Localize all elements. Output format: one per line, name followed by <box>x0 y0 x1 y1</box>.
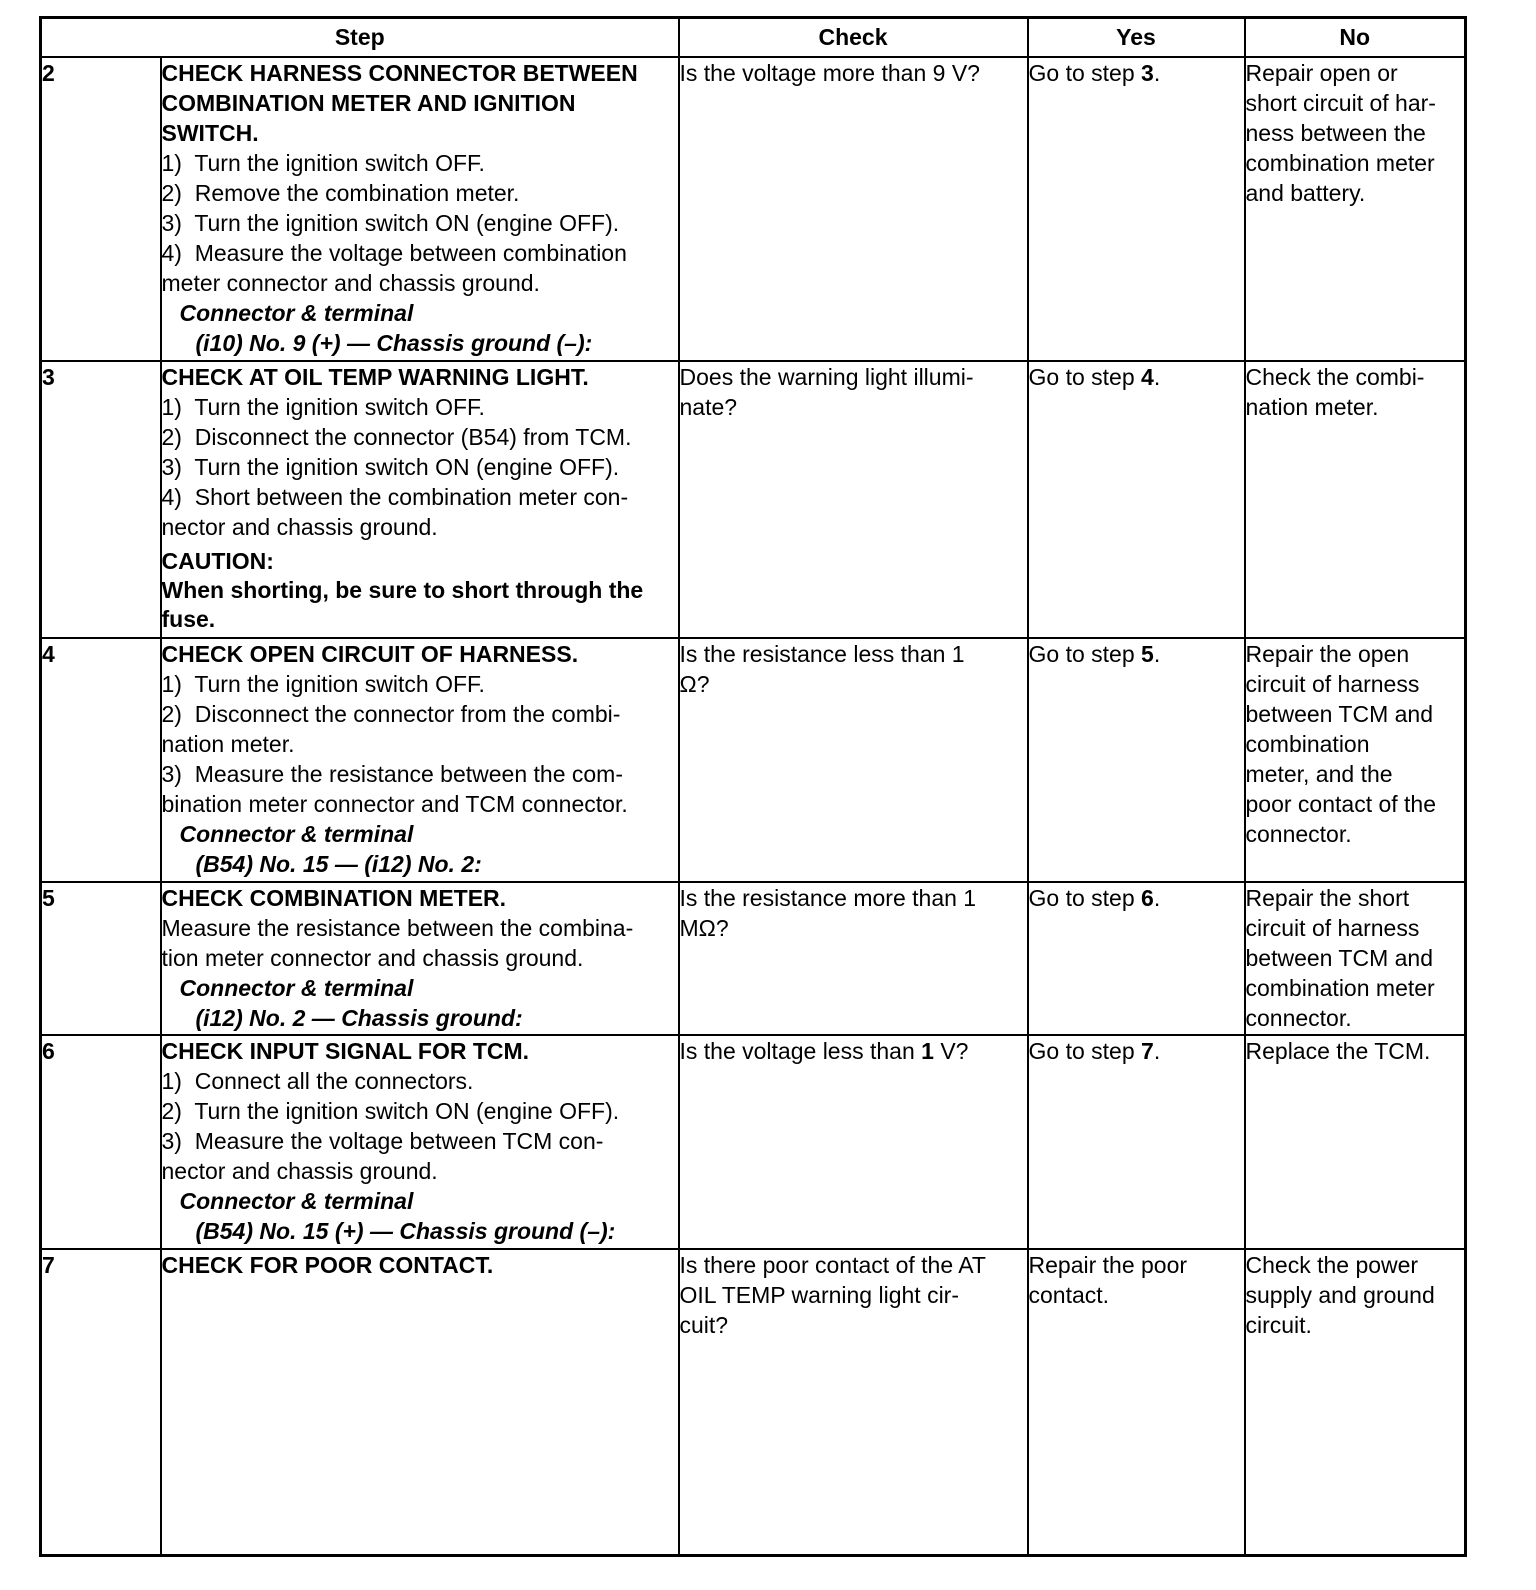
header-yes: Yes <box>1028 18 1245 58</box>
yes-cell <box>1028 638 1245 882</box>
no-line: Repair open or <box>1245 60 1398 86</box>
caution-label: CAUTION: <box>161 548 274 574</box>
no-line: connector. <box>1245 1005 1352 1031</box>
step-instruction: 2) Remove the combination meter. <box>161 180 520 206</box>
yes-suffix: . <box>1153 1038 1161 1064</box>
yes-line: Repair the poor <box>1028 1252 1188 1278</box>
yes-suffix: . <box>1153 60 1161 86</box>
caution-text: fuse. <box>161 606 216 632</box>
step-instruction: nector and chassis ground. <box>161 1158 438 1184</box>
no-line: Check the power <box>1245 1252 1419 1278</box>
no-line: and battery. <box>1245 180 1366 206</box>
step-instruction: nector and chassis ground. <box>161 514 438 540</box>
yes-cell <box>1028 57 1245 361</box>
no-line: Repair the short <box>1245 885 1410 911</box>
check-line: OIL TEMP warning light cir- <box>679 1282 960 1308</box>
step-title: CHECK OPEN CIRCUIT OF HARNESS. <box>161 641 579 667</box>
no-line: combination <box>1245 731 1370 757</box>
no-cell <box>1245 1249 1466 1555</box>
spec-value: (B54) No. 15 (+) — Chassis ground (–): <box>195 1218 616 1244</box>
spec-label: Connector & terminal <box>179 975 414 1001</box>
yes-prefix: Go to step <box>1028 364 1142 390</box>
no-line: circuit of harness <box>1245 915 1420 941</box>
yes-line: contact. <box>1028 1282 1110 1308</box>
table-row <box>41 1035 1466 1249</box>
step-cell <box>161 57 679 361</box>
table-row <box>41 1249 1466 1555</box>
step-number: 4 <box>41 638 161 882</box>
no-cell <box>1245 1035 1466 1249</box>
step-instruction: bination meter connector and TCM connector. <box>161 791 628 817</box>
no-line: poor contact of the <box>1245 791 1437 817</box>
step-instruction: nation meter. <box>161 731 295 757</box>
no-line: between TCM and <box>1245 945 1434 971</box>
step-title: CHECK HARNESS CONNECTOR BETWEEN <box>161 60 638 86</box>
spec-value: (i12) No. 2 — Chassis ground: <box>195 1005 523 1031</box>
no-cell <box>1245 361 1466 638</box>
check-cell <box>679 1035 1028 1249</box>
no-cell <box>1245 638 1466 882</box>
step-instruction: meter connector and chassis ground. <box>161 270 540 296</box>
no-cell <box>1245 882 1466 1035</box>
step-number: 3 <box>41 361 161 638</box>
check-line: nate? <box>679 394 738 420</box>
step-instruction: 1) Connect all the connectors. <box>161 1068 474 1094</box>
step-number: 5 <box>41 882 161 1035</box>
step-instruction: 3) Measure the voltage between TCM con- <box>161 1128 604 1154</box>
yes-suffix: . <box>1153 364 1161 390</box>
step-number: 7 <box>41 1249 161 1555</box>
check-number: 1 <box>921 1038 934 1064</box>
yes-cell <box>1028 882 1245 1035</box>
spec-value: (B54) No. 15 — (i12) No. 2: <box>195 851 482 877</box>
step-instruction: 3) Measure the resistance between the com- <box>161 761 624 787</box>
yes-step-number: 5 <box>1141 641 1154 667</box>
table-row <box>41 57 1466 361</box>
no-line: combination meter <box>1245 975 1435 1001</box>
check-line: Is the resistance more than 1 <box>679 885 977 911</box>
step-cell <box>161 361 679 638</box>
header-check: Check <box>679 18 1028 58</box>
check-cell <box>679 1249 1028 1555</box>
check-cell <box>679 638 1028 882</box>
yes-cell <box>1028 361 1245 638</box>
no-line: Check the combi- <box>1245 364 1425 390</box>
step-title: CHECK FOR POOR CONTACT. <box>161 1252 494 1278</box>
step-number: 6 <box>41 1035 161 1249</box>
no-line: Replace the TCM. <box>1245 1038 1431 1064</box>
no-line: meter, and the <box>1245 761 1393 787</box>
step-cell <box>161 1249 679 1555</box>
yes-prefix: Go to step <box>1028 60 1142 86</box>
step-instruction: 2) Turn the ignition switch ON (engine OFF). <box>161 1098 620 1124</box>
yes-prefix: Go to step <box>1028 641 1142 667</box>
header-step: Step <box>41 18 679 58</box>
no-line: combination meter <box>1245 150 1435 176</box>
check-cell <box>679 361 1028 638</box>
table-row <box>41 638 1466 882</box>
header-row <box>41 18 1466 58</box>
table-row <box>41 882 1466 1035</box>
step-title: COMBINATION METER AND IGNITION <box>161 90 576 116</box>
check-line: cuit? <box>679 1312 729 1338</box>
yes-suffix: . <box>1153 885 1161 911</box>
no-line: between TCM and <box>1245 701 1434 727</box>
no-line: Repair the open <box>1245 641 1410 667</box>
step-instruction: Measure the resistance between the combina- <box>161 915 634 941</box>
caution-text: When shorting, be sure to short through the <box>161 577 644 603</box>
step-instruction: 1) Turn the ignition switch OFF. <box>161 150 485 176</box>
check-suffix: V? <box>933 1038 969 1064</box>
no-line: supply and ground <box>1245 1282 1435 1308</box>
table-row <box>41 361 1466 638</box>
yes-step-number: 3 <box>1141 60 1154 86</box>
step-instruction: 1) Turn the ignition switch OFF. <box>161 394 485 420</box>
check-line: Is the resistance less than 1 <box>679 641 965 667</box>
step-title: CHECK INPUT SIGNAL FOR TCM. <box>161 1038 530 1064</box>
yes-step-number: 4 <box>1141 364 1154 390</box>
yes-prefix: Go to step <box>1028 885 1142 911</box>
yes-cell <box>1028 1035 1245 1249</box>
check-line: Is there poor contact of the AT <box>679 1252 986 1278</box>
step-number: 2 <box>41 57 161 361</box>
check-line: Does the warning light illumi- <box>679 364 974 390</box>
step-title: CHECK COMBINATION METER. <box>161 885 507 911</box>
step-instruction: 1) Turn the ignition switch OFF. <box>161 671 485 697</box>
diagnostic-table <box>39 16 1467 1557</box>
caution-block <box>162 547 678 634</box>
step-cell <box>161 882 679 1035</box>
spec-label: Connector & terminal <box>179 1188 414 1214</box>
check-line: MΩ? <box>679 915 729 941</box>
no-line: short circuit of har- <box>1245 90 1436 116</box>
spec-value: (i10) No. 9 (+) — Chassis ground (–): <box>195 330 593 356</box>
step-instruction: 4) Short between the combination meter con- <box>161 484 629 510</box>
no-line: connector. <box>1245 821 1352 847</box>
check-cell: Is the voltage more than 9 V? <box>679 57 1028 361</box>
step-instruction: tion meter connector and chassis ground. <box>161 945 584 971</box>
step-title: SWITCH. <box>161 120 259 146</box>
check-line: Ω? <box>679 671 710 697</box>
yes-step-number: 7 <box>1141 1038 1154 1064</box>
no-line: circuit of harness <box>1245 671 1420 697</box>
no-line: nation meter. <box>1245 394 1379 420</box>
step-cell <box>161 638 679 882</box>
yes-suffix: . <box>1153 641 1161 667</box>
no-line: circuit. <box>1245 1312 1312 1338</box>
no-cell <box>1245 57 1466 361</box>
yes-prefix: Go to step <box>1028 1038 1142 1064</box>
step-instruction: 3) Turn the ignition switch ON (engine OFF). <box>161 454 620 480</box>
step-cell <box>161 1035 679 1249</box>
check-prefix: Is the voltage less than <box>679 1038 922 1064</box>
yes-step-number: 6 <box>1141 885 1154 911</box>
spec-label: Connector & terminal <box>179 821 414 847</box>
yes-cell <box>1028 1249 1245 1555</box>
step-title: CHECK AT OIL TEMP WARNING LIGHT. <box>161 364 589 390</box>
step-instruction: 2) Disconnect the connector (B54) from TCM. <box>161 424 632 450</box>
step-instruction: 2) Disconnect the connector from the combi- <box>161 701 621 727</box>
check-cell <box>679 882 1028 1035</box>
step-instruction: 3) Turn the ignition switch ON (engine OFF). <box>161 210 620 236</box>
header-no: No <box>1245 18 1466 58</box>
spec-label: Connector & terminal <box>179 300 414 326</box>
no-line: ness between the <box>1245 120 1426 146</box>
step-instruction: 4) Measure the voltage between combination <box>161 240 627 266</box>
